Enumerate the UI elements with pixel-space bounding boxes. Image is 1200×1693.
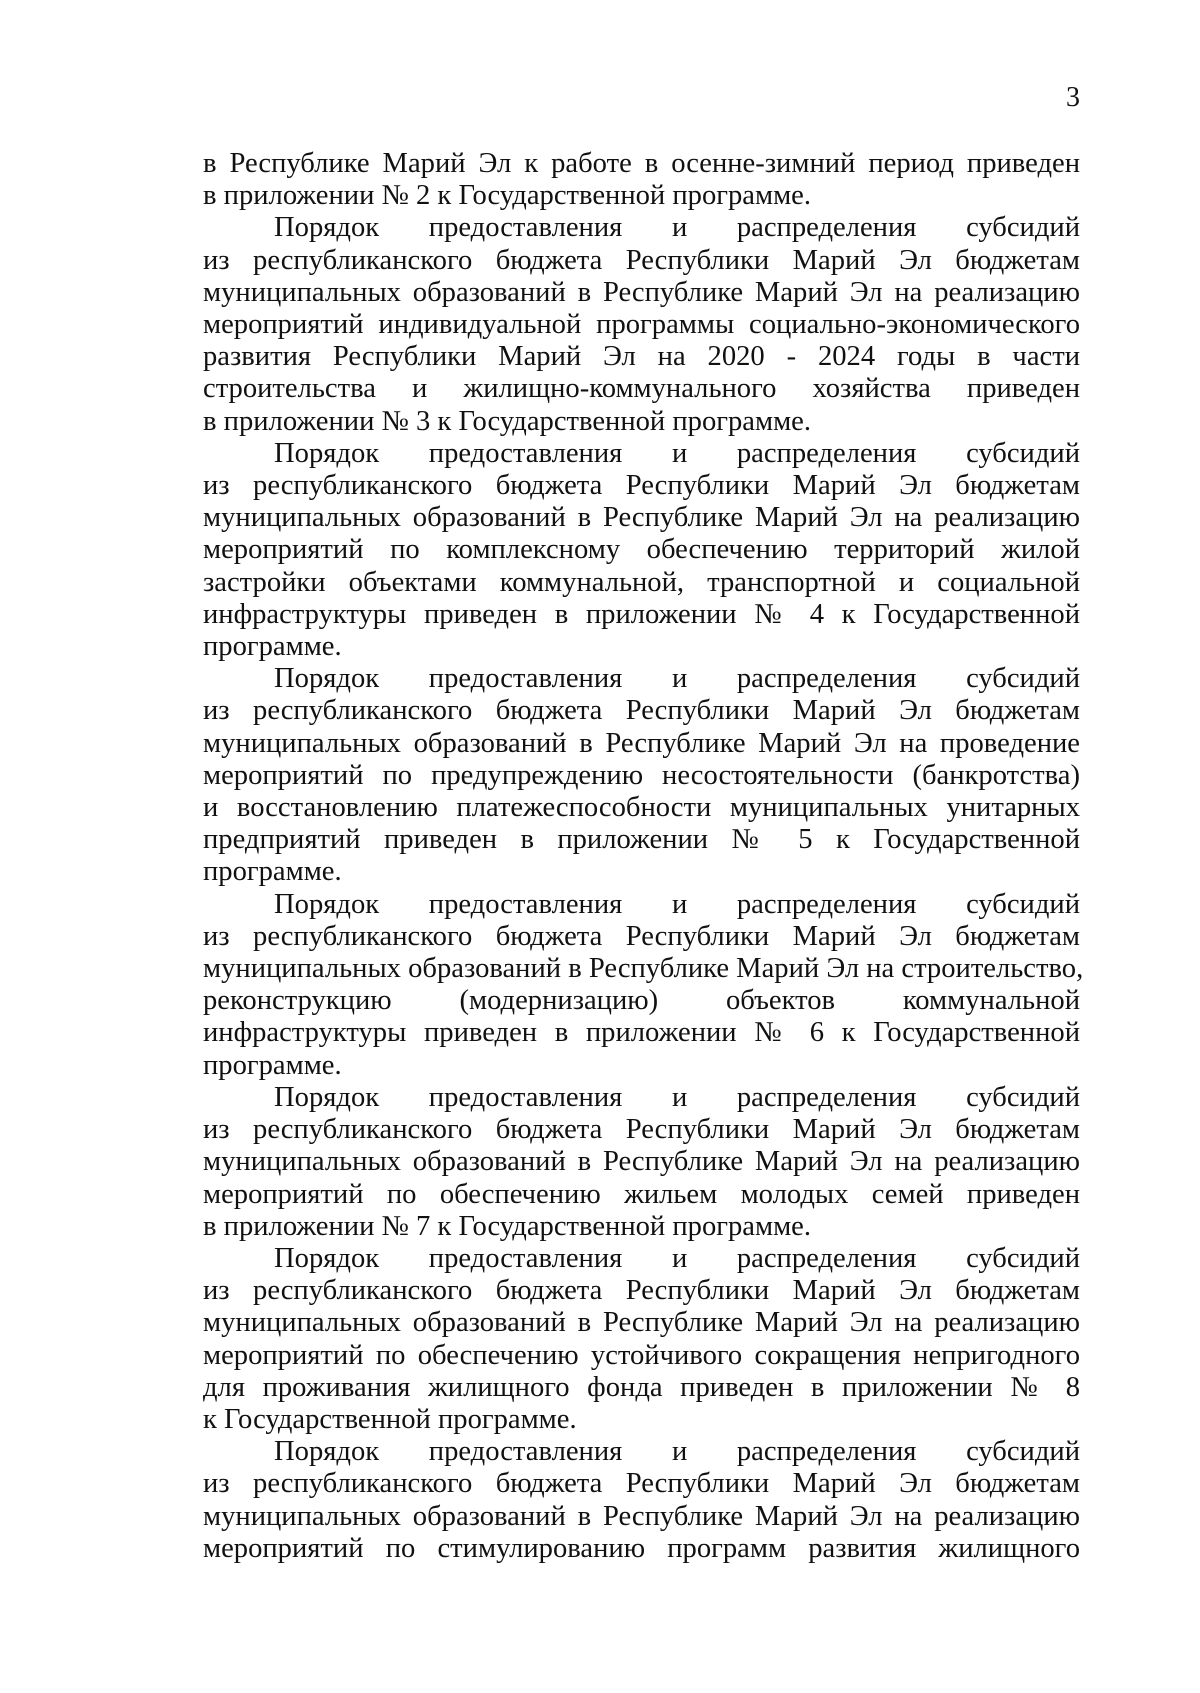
paragraph-line: Порядок предоставления и распределения субсидий — [274, 663, 1080, 695]
paragraph-line: из республиканского бюджета Республики Марий Эл бюджетам — [203, 1275, 1080, 1307]
paragraph-line: инфраструктуры приведен в приложении № 4 к Государственной — [203, 598, 1080, 630]
paragraph-line: из республиканского бюджета Республики Марий Эл бюджетам — [203, 1468, 1080, 1500]
paragraph-line: Порядок предоставления и распределения субсидий — [274, 1436, 1080, 1468]
paragraph — [203, 148, 1080, 212]
paragraph-line: муниципальных образований в Республике Марий Эл на строительство, — [203, 953, 1084, 985]
paragraph-line: муниципальных образований в Республике Марий Эл на проведение — [203, 727, 1080, 759]
paragraph-line: строительства и жилищно-коммунального хозяйства приведен — [203, 373, 1080, 405]
paragraph-line: развития Республики Марий Эл на 2020 - 2024 годы в части — [203, 341, 1080, 373]
paragraph-line: из республиканского бюджета Республики Марий Эл бюджетам — [203, 244, 1080, 276]
paragraph-line: из республиканского бюджета Республики Марий Эл бюджетам — [203, 695, 1080, 727]
paragraph — [203, 1243, 1080, 1436]
paragraph-line: программе. — [203, 1049, 342, 1081]
paragraph-line: застройки объектами коммунальной, транспортной и социальной — [203, 566, 1080, 598]
paragraph-line: предприятий приведен в приложении № 5 к Государственной — [203, 824, 1080, 856]
paragraph-line: инфраструктуры приведен в приложении № 6 к Государственной — [203, 1017, 1080, 1049]
paragraph-line: Порядок предоставления и распределения субсидий — [274, 1242, 1080, 1274]
paragraph-line: программе. — [203, 856, 342, 888]
paragraph — [203, 1082, 1080, 1243]
paragraph-line: Порядок предоставления и распределения субсидий — [274, 1081, 1080, 1113]
paragraph-line: мероприятий индивидуальной программы социально-экономического — [203, 309, 1080, 341]
paragraph-line: муниципальных образований в Республике Марий Эл на реализацию — [203, 276, 1080, 308]
paragraph-line: муниципальных образований в Республике Марий Эл на реализацию — [203, 1500, 1080, 1532]
paragraph-line: программе. — [203, 631, 342, 663]
paragraph-line: реконструкцию (модернизацию) объектов коммунальной — [203, 985, 1080, 1017]
page-number: 3 — [1066, 82, 1080, 113]
paragraph-line: Порядок предоставления и распределения субсидий — [274, 888, 1080, 920]
paragraph-line: мероприятий по комплексному обеспечению территорий жилой — [203, 534, 1080, 566]
paragraph-line: в Республике Марий Эл к работе в осенне-зимний период приведен — [203, 148, 1080, 179]
paragraph-line: мероприятий по стимулированию программ развития жилищного — [203, 1532, 1080, 1564]
document-body — [203, 148, 1084, 1565]
paragraph — [203, 888, 1084, 1082]
paragraph-line: из республиканского бюджета Республики Марий Эл бюджетам — [203, 1114, 1080, 1146]
paragraph-line: муниципальных образований в Республике Марий Эл на реализацию — [203, 1307, 1080, 1339]
paragraph-line: мероприятий по предупреждению несостоятельности (банкротства) — [203, 759, 1080, 791]
paragraph — [203, 438, 1080, 663]
paragraph-line: муниципальных образований в Республике Марий Эл на реализацию — [203, 1146, 1080, 1178]
paragraph-line: и восстановлению платежеспособности муниципальных унитарных — [203, 792, 1080, 824]
paragraph — [203, 663, 1080, 888]
paragraph-line: в приложении № 2 к Государственной программе. — [203, 180, 812, 212]
paragraph-line: к Государственной программе. — [203, 1403, 577, 1435]
paragraph-line: муниципальных образований в Республике Марий Эл на реализацию — [203, 502, 1080, 534]
paragraph-line: из республиканского бюджета Республики Марий Эл бюджетам — [203, 470, 1080, 502]
paragraph — [203, 1436, 1080, 1565]
paragraph — [203, 212, 1080, 437]
paragraph-line: мероприятий по обеспечению жильем молодых семей приведен — [203, 1178, 1080, 1210]
paragraph-line: Порядок предоставления и распределения субсидий — [274, 212, 1080, 244]
paragraph-line: в приложении № 7 к Государственной программе. — [203, 1210, 812, 1242]
paragraph-line: Порядок предоставления и распределения субсидий — [274, 437, 1080, 469]
paragraph-line: для проживания жилищного фонда приведен в приложении № 8 — [203, 1371, 1080, 1403]
paragraph-line: из республиканского бюджета Республики Марий Эл бюджетам — [203, 920, 1080, 952]
paragraph-line: мероприятий по обеспечению устойчивого сокращения непригодного — [203, 1339, 1080, 1371]
paragraph-line: в приложении № 3 к Государственной программе. — [203, 405, 812, 437]
